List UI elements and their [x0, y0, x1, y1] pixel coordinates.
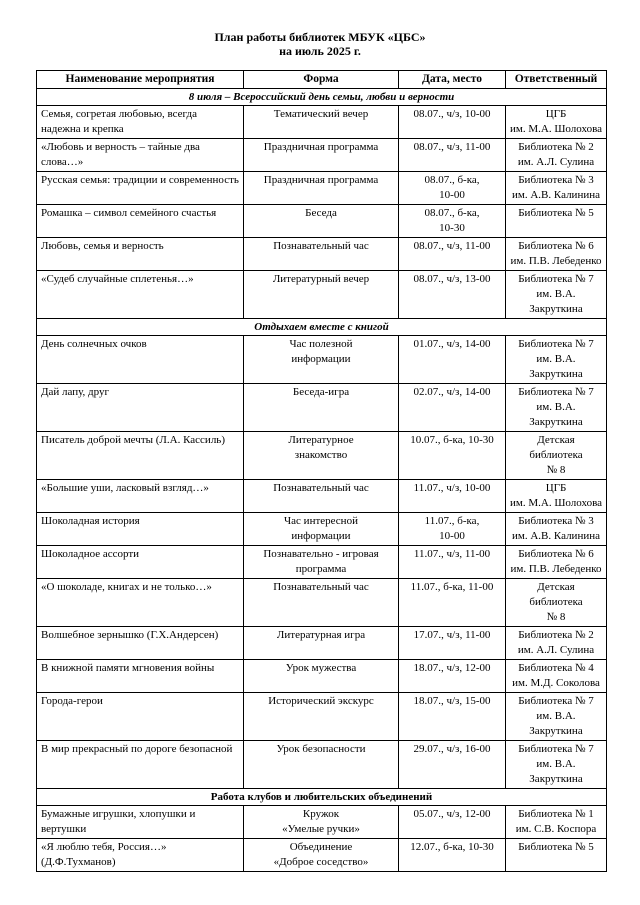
table-row: [37, 480, 607, 513]
section-title: Отдыхаем вместе с книгой: [37, 319, 607, 336]
event-responsible-cell: Библиотека № 5: [506, 839, 607, 872]
table-row: [37, 432, 607, 480]
event-date-cell: 01.07., ч/з, 14-00: [399, 336, 506, 384]
table-row: [37, 579, 607, 627]
event-name-cell: Ромашка – символ семейного счастья: [37, 205, 244, 238]
table-row: [37, 627, 607, 660]
event-form-cell: Праздничная программа: [244, 139, 399, 172]
event-date-cell: 08.07., б-ка, 10-00: [399, 172, 506, 205]
event-date-cell: 11.07., ч/з, 10-00: [399, 480, 506, 513]
event-name-cell: Волшебное зернышко (Г.Х.Андерсен): [37, 627, 244, 660]
table-row: [37, 172, 607, 205]
event-responsible-cell: Библиотека № 6 им. П.В. Лебеденко: [506, 546, 607, 579]
event-responsible-cell: Библиотека № 4 им. М.Д. Соколова: [506, 660, 607, 693]
event-date-cell: 18.07., ч/з, 15-00: [399, 693, 506, 741]
table-row: [37, 693, 607, 741]
event-responsible-cell: Детская библиотека № 8: [506, 579, 607, 627]
event-date-cell: 11.07., б-ка, 11-00: [399, 579, 506, 627]
section-title: Работа клубов и любительских объединений: [37, 789, 607, 806]
event-responsible-cell: Библиотека № 2 им. А.Л. Сулина: [506, 627, 607, 660]
event-form-cell: Час полезной информации: [244, 336, 399, 384]
event-responsible-cell: ЦГБ им. М.А. Шолохова: [506, 480, 607, 513]
title-line-2: на июль 2025 г.: [279, 44, 361, 58]
event-name-cell: Города-герои: [37, 693, 244, 741]
events-table: [36, 70, 607, 872]
event-date-cell: 08.07., ч/з, 13-00: [399, 271, 506, 319]
table-row: [37, 839, 607, 872]
event-name-cell: День солнечных очков: [37, 336, 244, 384]
table-row: [37, 546, 607, 579]
event-name-cell: Семья, согретая любовью, всегда надежна и крепка: [37, 106, 244, 139]
event-date-cell: 08.07., ч/з, 11-00: [399, 139, 506, 172]
event-name-cell: «О шоколаде, книгах и не только…»: [37, 579, 244, 627]
table-row: [37, 806, 607, 839]
column-header-name: Наименование мероприятия: [37, 71, 244, 89]
event-date-cell: 29.07., ч/з, 16-00: [399, 741, 506, 789]
event-form-cell: Познавательно - игровая программа: [244, 546, 399, 579]
event-responsible-cell: Библиотека № 7 им. В.А. Закруткина: [506, 741, 607, 789]
event-form-cell: Беседа: [244, 205, 399, 238]
table-row: [37, 139, 607, 172]
event-form-cell: Праздничная программа: [244, 172, 399, 205]
table-row: [37, 205, 607, 238]
event-form-cell: Исторический экскурс: [244, 693, 399, 741]
table-row: [37, 271, 607, 319]
table-body: [37, 89, 607, 872]
table-row: [37, 660, 607, 693]
event-responsible-cell: Библиотека № 1 им. С.В. Коспора: [506, 806, 607, 839]
event-form-cell: Познавательный час: [244, 238, 399, 271]
event-form-cell: Час интересной информации: [244, 513, 399, 546]
column-header-responsible: Ответственный: [506, 71, 607, 89]
event-form-cell: Литературное знакомство: [244, 432, 399, 480]
event-name-cell: Любовь, семья и верность: [37, 238, 244, 271]
event-date-cell: 08.07., ч/з, 10-00: [399, 106, 506, 139]
table-row: [37, 336, 607, 384]
event-name-cell: В книжной памяти мгновения войны: [37, 660, 244, 693]
event-name-cell: Русская семья: традиции и современность: [37, 172, 244, 205]
event-date-cell: 02.07., ч/з, 14-00: [399, 384, 506, 432]
table-row: [37, 238, 607, 271]
event-form-cell: Беседа-игра: [244, 384, 399, 432]
event-name-cell: В мир прекрасный по дороге безопасной: [37, 741, 244, 789]
section-row: [37, 89, 607, 106]
table-row: [37, 106, 607, 139]
event-responsible-cell: Библиотека № 3 им. А.В. Калинина: [506, 172, 607, 205]
event-name-cell: «Судеб случайные сплетенья…»: [37, 271, 244, 319]
event-form-cell: Литературная игра: [244, 627, 399, 660]
title-line-1: План работы библиотек МБУК «ЦБС»: [214, 30, 426, 44]
table-row: [37, 513, 607, 546]
event-form-cell: Познавательный час: [244, 480, 399, 513]
event-responsible-cell: Библиотека № 7 им. В.А. Закруткина: [506, 336, 607, 384]
event-date-cell: 17.07., ч/з, 11-00: [399, 627, 506, 660]
event-date-cell: 12.07., б-ка, 10-30: [399, 839, 506, 872]
event-form-cell: Тематический вечер: [244, 106, 399, 139]
event-responsible-cell: Библиотека № 3 им. А.В. Калинина: [506, 513, 607, 546]
event-name-cell: Бумажные игрушки, хлопушки и вертушки: [37, 806, 244, 839]
section-row: [37, 789, 607, 806]
event-name-cell: Дай лапу, друг: [37, 384, 244, 432]
event-name-cell: Писатель доброй мечты (Л.А. Кассиль): [37, 432, 244, 480]
event-form-cell: Кружок «Умелые ручки»: [244, 806, 399, 839]
section-title: 8 июля – Всероссийский день семьи, любви и верности: [37, 89, 607, 106]
event-name-cell: «Большие уши, ласковый взгляд…»: [37, 480, 244, 513]
event-date-cell: 08.07., б-ка, 10-30: [399, 205, 506, 238]
event-responsible-cell: Библиотека № 7 им. В.А. Закруткина: [506, 384, 607, 432]
column-header-date: Дата, место: [399, 71, 506, 89]
document-title: [0, 30, 640, 58]
event-responsible-cell: Библиотека № 6 им. П.В. Лебеденко: [506, 238, 607, 271]
event-responsible-cell: Библиотека № 7 им. В.А. Закруткина: [506, 693, 607, 741]
event-date-cell: 18.07., ч/з, 12-00: [399, 660, 506, 693]
table-row: [37, 384, 607, 432]
event-form-cell: Объединение «Доброе соседство»: [244, 839, 399, 872]
event-name-cell: «Любовь и верность – тайные два слова…»: [37, 139, 244, 172]
event-responsible-cell: Библиотека № 7 им. В.А. Закруткина: [506, 271, 607, 319]
event-date-cell: 11.07., ч/з, 11-00: [399, 546, 506, 579]
event-form-cell: Урок безопасности: [244, 741, 399, 789]
event-responsible-cell: Библиотека № 5: [506, 205, 607, 238]
event-name-cell: «Я люблю тебя, Россия…» (Д.Ф.Тухманов): [37, 839, 244, 872]
event-name-cell: Шоколадная история: [37, 513, 244, 546]
event-name-cell: Шоколадное ассорти: [37, 546, 244, 579]
event-date-cell: 10.07., б-ка, 10-30: [399, 432, 506, 480]
column-header-form: Форма: [244, 71, 399, 89]
table-row: [37, 741, 607, 789]
event-form-cell: Литературный вечер: [244, 271, 399, 319]
event-date-cell: 08.07., ч/з, 11-00: [399, 238, 506, 271]
section-row: [37, 319, 607, 336]
event-form-cell: Урок мужества: [244, 660, 399, 693]
header-row: [37, 71, 607, 89]
event-responsible-cell: Детская библиотека № 8: [506, 432, 607, 480]
event-responsible-cell: ЦГБ им. М.А. Шолохова: [506, 106, 607, 139]
event-date-cell: 05.07., ч/з, 12-00: [399, 806, 506, 839]
event-date-cell: 11.07., б-ка, 10-00: [399, 513, 506, 546]
event-responsible-cell: Библиотека № 2 им. А.Л. Сулина: [506, 139, 607, 172]
event-form-cell: Познавательный час: [244, 579, 399, 627]
